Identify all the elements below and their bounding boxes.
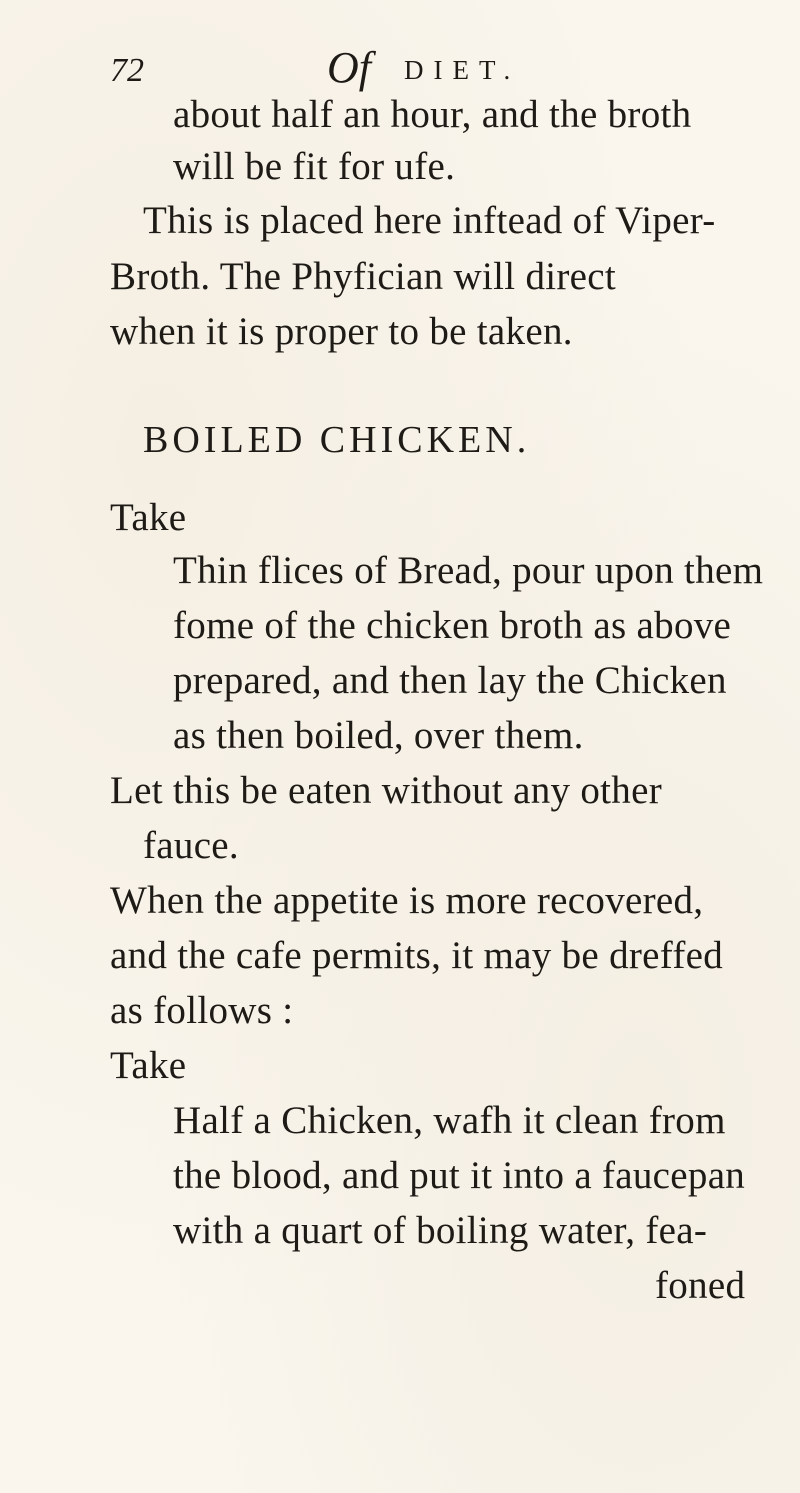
text-line: Broth. The Phyfician will direct <box>110 255 617 298</box>
running-title-of: Of <box>327 43 371 92</box>
text-line: when it is proper to be taken. <box>110 310 573 353</box>
text-line: will be fit for ufe. <box>173 145 456 188</box>
page-number: 72 <box>110 52 144 89</box>
text-line: and the cafe permits, it may be dreffed <box>110 934 724 977</box>
running-title: DIET. <box>404 55 521 85</box>
text-line: fauce. <box>143 824 239 867</box>
text-line: When the appetite is more recovered, <box>110 879 704 922</box>
text-line: Half a Chicken, wafh it clean from <box>173 1099 726 1142</box>
text-line: about half an hour, and the broth <box>173 93 692 136</box>
text-line: as then boiled, over them. <box>173 714 584 757</box>
text-line: as follows : <box>110 989 294 1032</box>
section-heading: BOILED CHICKEN. <box>143 419 531 461</box>
text-line: Let this be eaten without any other <box>110 769 663 812</box>
catchword: foned <box>655 1264 746 1307</box>
text-line: This is placed here inftead of Viper- <box>143 199 716 242</box>
text-line: fome of the chicken broth as above <box>173 604 732 647</box>
text-line: Thin flices of Bread, pour upon them <box>173 549 764 592</box>
take-label: Take <box>110 496 187 539</box>
text-line: with a quart of boiling water, fea- <box>173 1209 708 1252</box>
take-label: Take <box>110 1044 187 1087</box>
text-line: the blood, and put it into a faucepan <box>173 1154 746 1197</box>
text-line: prepared, and then lay the Chicken <box>173 659 727 702</box>
